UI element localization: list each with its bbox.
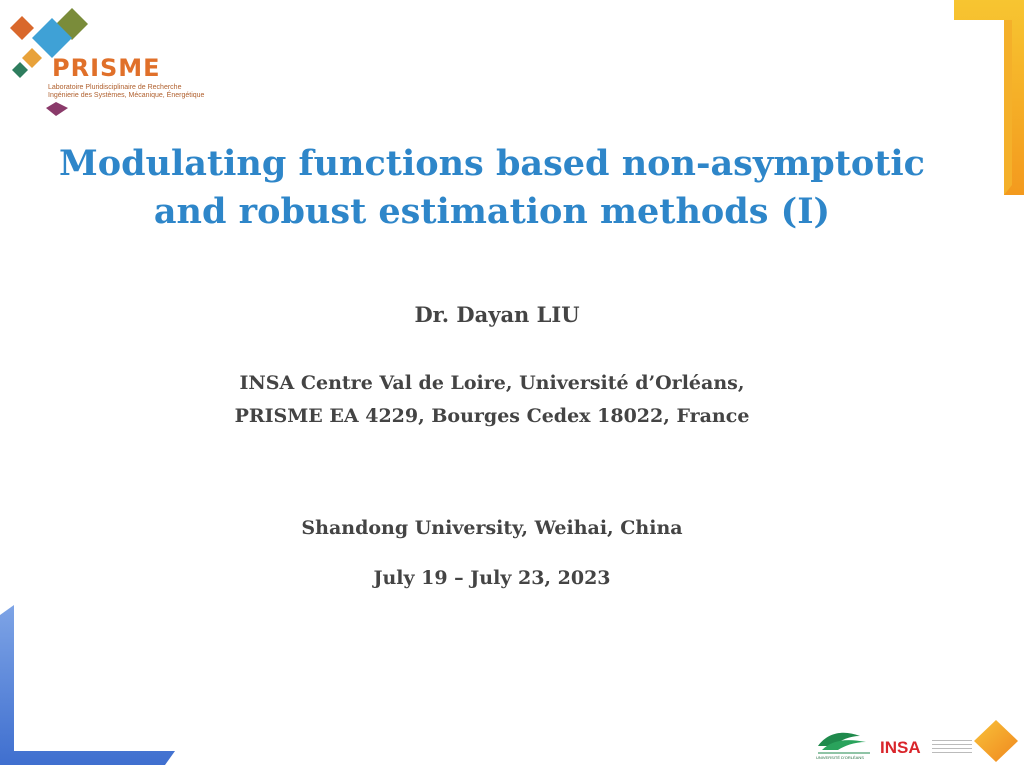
title-line1: Modulating functions based non-asymptotic [58,143,925,184]
logo-name: PRISME [52,54,161,82]
logo-subtitle-line2: Ingénierie des Systèmes, Mécanique, Énergétique [48,92,205,99]
bottom-left-corner-decoration [0,605,175,765]
affiliation-line2: PRISME EA 4229, Bourges Cedex 18022, France [234,405,750,427]
prisme-logo [6,4,206,120]
author-name: Dr. Dayan LIU [414,302,580,327]
univ-label: UNIVERSITÉ D'ORLÉANS [816,755,864,760]
footer-logos [814,720,1024,765]
university-orleans-logo [814,726,874,760]
affiliation [0,367,984,433]
insa-logo-text: INSA [880,738,921,757]
slide-title [40,140,944,236]
logo-subtitle-line1: Laboratoire Pluridisciplinaire de Recherche [48,84,182,91]
title-line2: and robust estimation methods (I) [153,191,831,232]
logo-subtitle [48,84,208,100]
insa-logo-subtext [932,738,972,753]
venue: Shandong University, Weihai, China [301,517,683,539]
affiliation-line1: INSA Centre Val de Loire, Université d’Orléans, [239,372,745,394]
top-right-corner-decoration [954,0,1024,195]
event-dates: July 19 – July 23, 2023 [373,567,611,589]
orange-diamond-icon [972,720,1020,762]
